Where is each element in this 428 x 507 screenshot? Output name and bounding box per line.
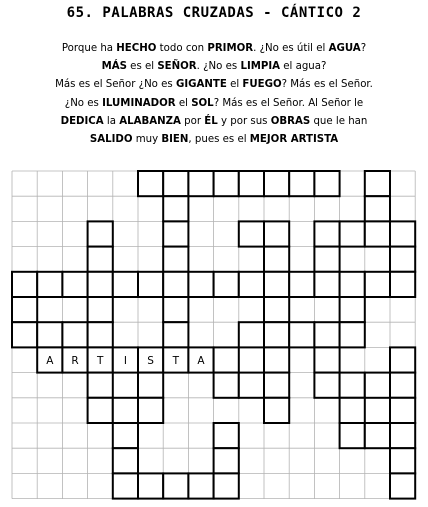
keyword: OBRAS — [270, 115, 311, 127]
answer-cell[interactable] — [390, 398, 415, 423]
keyword: FUEGO — [242, 79, 282, 91]
answer-cell[interactable] — [214, 171, 239, 196]
answer-cell[interactable] — [163, 297, 188, 322]
verse-text: ? Más es el Señor. — [281, 79, 373, 91]
answer-cell[interactable] — [264, 398, 289, 423]
verse-text: y por sus — [217, 115, 271, 127]
crossword-svg — [11, 170, 416, 500]
answer-cell[interactable] — [214, 373, 239, 398]
verse-text: muy — [132, 134, 162, 146]
answer-cell[interactable] — [214, 347, 239, 372]
answer-cell[interactable] — [314, 247, 339, 272]
answer-cell[interactable] — [264, 322, 289, 347]
answer-cell[interactable] — [390, 347, 415, 372]
answer-cell[interactable] — [138, 171, 163, 196]
answer-cell[interactable] — [239, 221, 264, 246]
clue-verse — [0, 40, 428, 149]
answer-cell[interactable] — [314, 322, 339, 347]
answer-cell[interactable] — [88, 272, 113, 297]
answer-cell[interactable] — [314, 373, 339, 398]
answer-cell[interactable] — [163, 322, 188, 347]
verse-text: ¿No es — [64, 97, 103, 109]
answer-cell[interactable] — [390, 373, 415, 398]
verse-line — [0, 113, 428, 131]
crossword-grid — [11, 170, 416, 500]
answer-cell[interactable] — [239, 171, 264, 196]
answer-cell[interactable] — [390, 247, 415, 272]
verse-text: el agua? — [280, 61, 327, 73]
keyword: HECHO — [116, 43, 157, 54]
answer-cell[interactable] — [365, 171, 390, 196]
answer-cell[interactable] — [88, 221, 113, 246]
keyword: SALIDO — [89, 134, 133, 146]
given-letter: R — [71, 355, 79, 367]
given-letter: A — [46, 355, 54, 367]
answer-cell[interactable] — [163, 171, 188, 196]
answer-cell[interactable] — [390, 221, 415, 246]
answer-cell[interactable] — [62, 272, 87, 297]
answer-cell[interactable] — [12, 297, 37, 322]
answer-cell[interactable] — [188, 272, 213, 297]
keyword: ALABANZA — [119, 115, 181, 127]
answer-cell[interactable] — [37, 322, 62, 347]
answer-cell[interactable] — [264, 247, 289, 272]
answer-cell[interactable] — [214, 473, 239, 498]
verse-line — [0, 40, 428, 58]
answer-cell[interactable] — [289, 322, 314, 347]
answer-cell[interactable] — [365, 373, 390, 398]
answer-cell[interactable] — [264, 373, 289, 398]
verse-text: , pues es el — [188, 134, 250, 146]
answer-cell[interactable] — [138, 473, 163, 498]
answer-cell[interactable] — [264, 297, 289, 322]
answer-cell[interactable] — [365, 423, 390, 448]
answer-cell[interactable] — [365, 196, 390, 221]
page-title: 65. PALABRAS CRUZADAS - CÁNTICO 2 — [66, 5, 362, 21]
keyword: BIEN — [161, 134, 189, 146]
answer-cell[interactable] — [163, 247, 188, 272]
given-letter: S — [147, 355, 154, 367]
answer-cell[interactable] — [138, 272, 163, 297]
answer-cell[interactable] — [188, 171, 213, 196]
answer-cell[interactable] — [163, 473, 188, 498]
answer-cell[interactable] — [340, 297, 365, 322]
answer-cell[interactable] — [314, 347, 339, 372]
answer-cell[interactable] — [113, 473, 138, 498]
verse-text: el — [226, 79, 243, 91]
given-letter: I — [123, 355, 127, 367]
answer-cell[interactable] — [214, 448, 239, 473]
keyword: LIMPIA — [240, 61, 281, 73]
answer-cell[interactable] — [37, 272, 62, 297]
answer-cell[interactable] — [365, 272, 390, 297]
answer-cell[interactable] — [163, 272, 188, 297]
answer-cell[interactable] — [113, 398, 138, 423]
verse-text: el — [175, 97, 192, 109]
verse-line — [0, 76, 428, 94]
answer-cell[interactable] — [340, 272, 365, 297]
answer-cell[interactable] — [390, 473, 415, 498]
answer-cell[interactable] — [88, 247, 113, 272]
keyword: ILUMINADOR — [102, 97, 176, 109]
verse-line — [0, 131, 428, 149]
answer-cell[interactable] — [88, 322, 113, 347]
answer-cell[interactable] — [163, 196, 188, 221]
answer-cell[interactable] — [138, 373, 163, 398]
answer-cell[interactable] — [188, 473, 213, 498]
answer-cell[interactable] — [390, 272, 415, 297]
answer-cell[interactable] — [138, 398, 163, 423]
answer-cell[interactable] — [340, 373, 365, 398]
answer-cell[interactable] — [340, 221, 365, 246]
verse-line — [0, 95, 428, 113]
answer-cell[interactable] — [88, 373, 113, 398]
given-letter: T — [96, 355, 104, 367]
answer-cell[interactable] — [390, 423, 415, 448]
answer-cell[interactable] — [340, 398, 365, 423]
answer-cell[interactable] — [239, 373, 264, 398]
verse-text: Más es el Señor ¿No es — [55, 79, 176, 91]
answer-cell[interactable] — [12, 322, 37, 347]
answer-cell[interactable] — [314, 171, 339, 196]
answer-cell[interactable] — [62, 322, 87, 347]
answer-cell[interactable] — [365, 221, 390, 246]
verse-text: es el — [126, 61, 158, 73]
verse-text: por — [180, 115, 205, 127]
given-letter: T — [172, 355, 180, 367]
keyword: PRIMOR — [207, 43, 254, 54]
answer-cell[interactable] — [314, 221, 339, 246]
answer-cell[interactable] — [340, 423, 365, 448]
answer-cell[interactable] — [314, 272, 339, 297]
answer-cell[interactable] — [289, 272, 314, 297]
keyword: DEDICA — [60, 115, 104, 127]
given-letter: A — [197, 355, 205, 367]
verse-text: . ¿No es útil el — [253, 43, 329, 54]
answer-cell[interactable] — [113, 272, 138, 297]
answer-cell[interactable] — [163, 221, 188, 246]
verse-text: ? Más es el Señor. Al Señor le — [213, 97, 364, 109]
verse-text: que le han — [310, 115, 368, 127]
answer-cell[interactable] — [113, 448, 138, 473]
answer-cell[interactable] — [214, 423, 239, 448]
keyword: GIGANTE — [175, 79, 227, 91]
answer-cell[interactable] — [113, 423, 138, 448]
answer-cell[interactable] — [12, 272, 37, 297]
answer-cell[interactable] — [214, 272, 239, 297]
answer-cell[interactable] — [264, 272, 289, 297]
answer-cell[interactable] — [340, 322, 365, 347]
keyword: SOL — [191, 97, 214, 109]
keyword: ÉL — [204, 115, 218, 127]
verse-text: ? — [360, 43, 367, 54]
verse-line — [0, 58, 428, 76]
verse-text: Porque ha — [61, 43, 117, 54]
answer-cell[interactable] — [239, 322, 264, 347]
keyword: AGUA — [328, 43, 361, 54]
verse-text: la — [103, 115, 120, 127]
verse-text: todo con — [156, 43, 208, 54]
answer-cell[interactable] — [239, 272, 264, 297]
answer-cell[interactable] — [390, 448, 415, 473]
answer-cell[interactable] — [264, 171, 289, 196]
keyword: MEJOR ARTISTA — [249, 134, 339, 146]
verse-text: . ¿No es — [196, 61, 241, 73]
keyword: SEÑOR — [157, 61, 197, 73]
answer-cell[interactable] — [88, 398, 113, 423]
answer-cell[interactable] — [264, 221, 289, 246]
answer-cell[interactable] — [264, 347, 289, 372]
answer-cell[interactable] — [289, 171, 314, 196]
answer-cell[interactable] — [88, 297, 113, 322]
keyword: MÁS — [101, 61, 127, 73]
